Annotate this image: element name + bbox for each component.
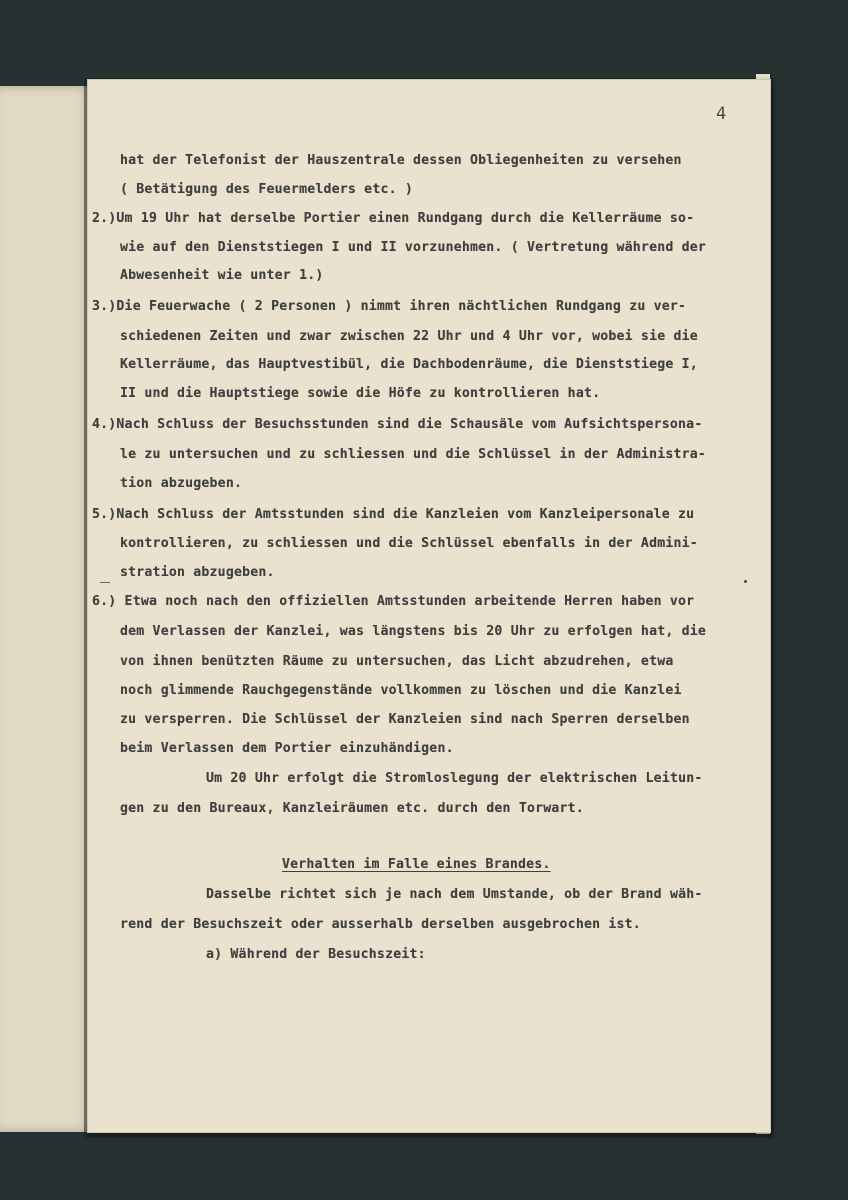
text-line: Um 20 Uhr erfolgt die Stromloslegung der elektrischen Leitun- [206, 771, 703, 786]
text-line: 6.) Etwa noch nach den offiziellen Amtsstunden arbeitende Herren haben vor [92, 594, 695, 609]
text-line: 3.)Die Feuerwache ( 2 Personen ) nimmt ihren nächtlichen Rundgang zu ver- [92, 299, 687, 314]
text-line: schiedenen Zeiten und zwar zwischen 22 Uhr und 4 Uhr vor, wobei sie die [120, 329, 698, 344]
facing-page-edge [0, 86, 92, 1132]
margin-mark [100, 582, 110, 583]
page-number: 4 [716, 104, 727, 124]
text-line: rend der Besuchszeit oder ausserhalb derselben ausgebrochen ist. [120, 917, 641, 932]
text-line: 4.)Nach Schluss der Besuchsstunden sind die Schausäle vom Aufsichtspersona- [92, 417, 703, 432]
text-line: tion abzugeben. [120, 476, 243, 491]
text-line: ( Betätigung des Feuermelders etc. ) [120, 182, 414, 197]
text-line: hat der Telefonist der Hauszentrale dessen Obliegenheiten zu versehen [120, 153, 682, 168]
text-line: 5.)Nach Schluss der Amtsstunden sind die Kanzleien vom Kanzleipersonale zu [92, 507, 695, 522]
text-line: 2.)Um 19 Uhr hat derselbe Portier einen Rundgang durch die Kellerräume so- [92, 211, 695, 226]
text-line: Dasselbe richtet sich je nach dem Umstande, ob der Brand wäh- [206, 887, 703, 902]
text-line: beim Verlassen dem Portier einzuhändigen. [120, 741, 454, 756]
text-line: Abwesenheit wie unter 1.) [120, 268, 324, 283]
text-line: stration abzugeben. [120, 565, 275, 580]
text-line: zu versperren. Die Schlüssel der Kanzleien sind nach Sperren derselben [120, 712, 690, 727]
text-line: kontrollieren, zu schliessen und die Schlüssel ebenfalls in der Admini- [120, 536, 698, 551]
text-line: II und die Hauptstiege sowie die Höfe zu kontrollieren hat. [120, 386, 601, 401]
ink-dot [744, 580, 747, 583]
text-line: dem Verlassen der Kanzlei, was längstens bis 20 Uhr zu erfolgen hat, die [120, 624, 707, 639]
text-line: wie auf den Dienststiegen I und II vorzunehmen. ( Vertretung während der [120, 240, 707, 255]
text-line: gen zu den Bureaux, Kanzleiräumen etc. durch den Torwart. [120, 801, 584, 816]
section-heading: Verhalten im Falle eines Brandes. [282, 857, 551, 872]
text-line: a) Während der Besuchszeit: [206, 947, 426, 962]
text-line: Kellerräume, das Hauptvestibül, die Dachbodenräume, die Dienststiege I, [120, 357, 698, 372]
text-line: le zu untersuchen und zu schliessen und die Schlüssel in der Administra- [120, 447, 707, 462]
text-line: von ihnen benützten Räume zu untersuchen, das Licht abzudrehen, etwa [120, 654, 674, 669]
text-line: noch glimmende Rauchgegenstände vollkommen zu löschen und die Kanzlei [120, 683, 682, 698]
